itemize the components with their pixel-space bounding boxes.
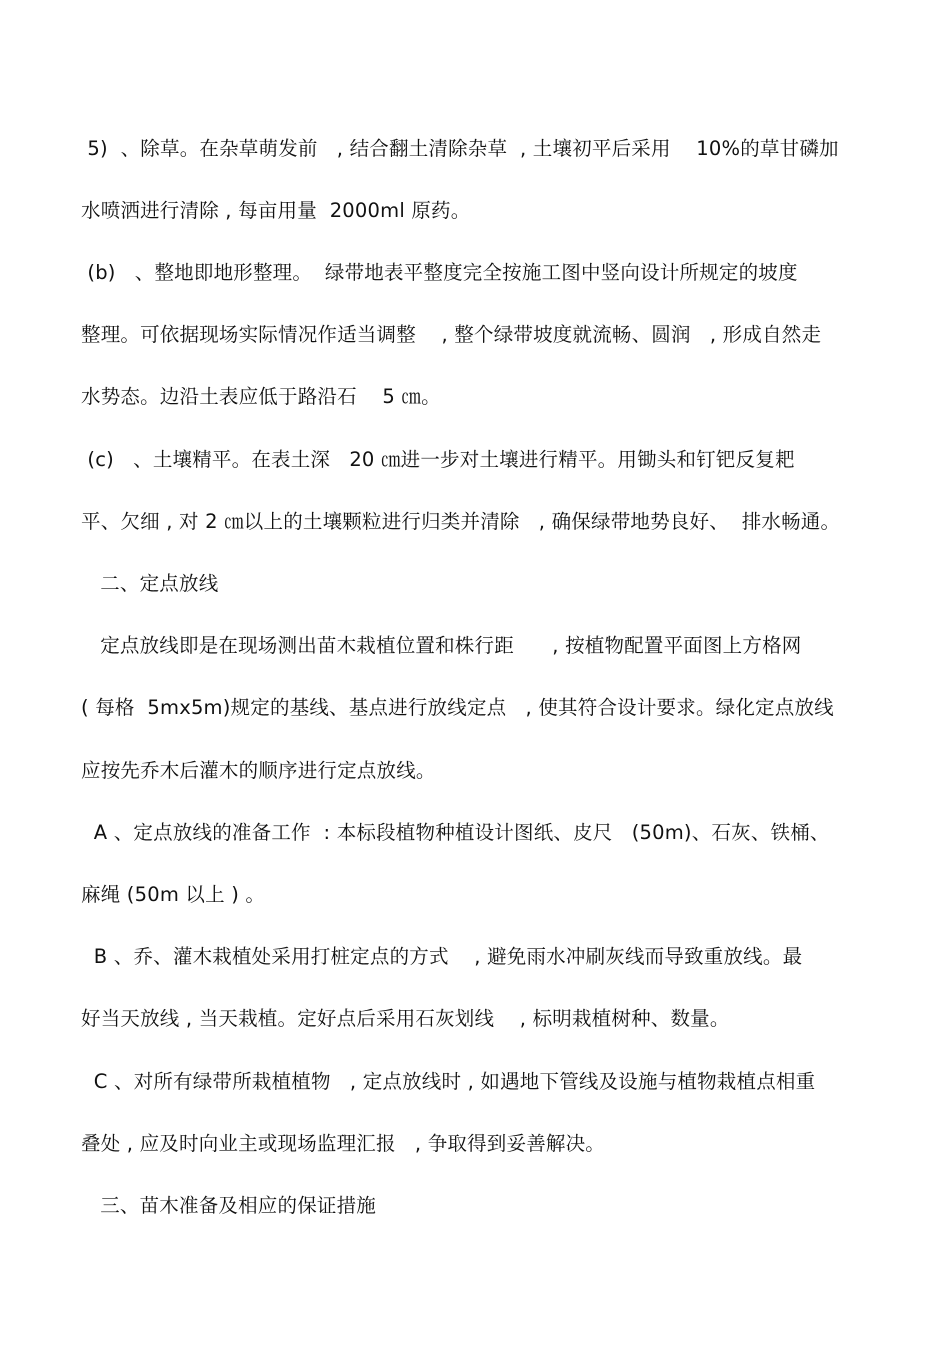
section-heading-3: 三、苗木准备及相应的保证措施 [81, 1194, 376, 1217]
paragraph-line-11: 应按先乔木后灌木的顺序进行定点放线。 [81, 759, 436, 782]
paragraph-line-2: 水喷洒进行清除 , 每亩用量 2000ml 原药。 [81, 199, 471, 222]
paragraph-line-17: 叠处 , 应及时向业主或现场监理汇报 , 争取得到妥善解决。 [81, 1132, 605, 1155]
paragraph-line-13: 麻绳 (50m 以上 ) 。 [81, 883, 266, 906]
paragraph-line-15: 好当天放线 , 当天栽植。定好点后采用石灰划线 , 标明栽植树种、数量。 [81, 1007, 730, 1030]
paragraph-line-7: 平、欠细 , 对 2 ㎝以上的土壤颗粒进行归类并清除 , 确保绿带地势良好、 排水畅通。 [81, 510, 841, 533]
paragraph-line-4: 整理。可依据现场实际情况作适当调整 , 整个绿带坡度就流畅、圆润 , 形成自然走 [81, 323, 822, 346]
paragraph-line-5: 水势态。边沿土表应低于路沿石 5 ㎝。 [81, 385, 441, 408]
paragraph-line-16: C 、对所有绿带所栽植植物 , 定点放线时 , 如遇地下管线及设施与植物栽植点相重 [81, 1070, 816, 1093]
paragraph-line-9: 定点放线即是在现场测出苗木栽植位置和株行距 , 按植物配置平面图上方格网 [81, 634, 802, 657]
paragraph-line-6: (c) 、土壤精平。在表土深 20 ㎝进一步对土壤进行精平。用锄头和钉钯反复耙 [81, 448, 795, 471]
paragraph-line-14: B 、乔、灌木栽植处采用打桩定点的方式 , 避免雨水冲刷灰线而导致重放线。最 [81, 945, 803, 968]
paragraph-line-12: A 、定点放线的准备工作 : 本标段植物种植设计图纸、皮尺 (50m)、石灰、铁桶、 [81, 821, 830, 844]
paragraph-line-3: (b) 、整地即地形整理。 绿带地表平整度完全按施工图中竖向设计所规定的坡度 [81, 261, 798, 284]
paragraph-line-1: 5) 、除草。在杂草萌发前 , 结合翻土清除杂草 , 土壤初平后采用 10%的草甘磷加 [81, 137, 839, 160]
paragraph-line-10: ( 每格 5mx5m)规定的基线、基点进行放线定点 , 使其符合设计要求。绿化定点放线 [81, 696, 834, 719]
section-heading-2: 二、定点放线 [81, 572, 219, 595]
